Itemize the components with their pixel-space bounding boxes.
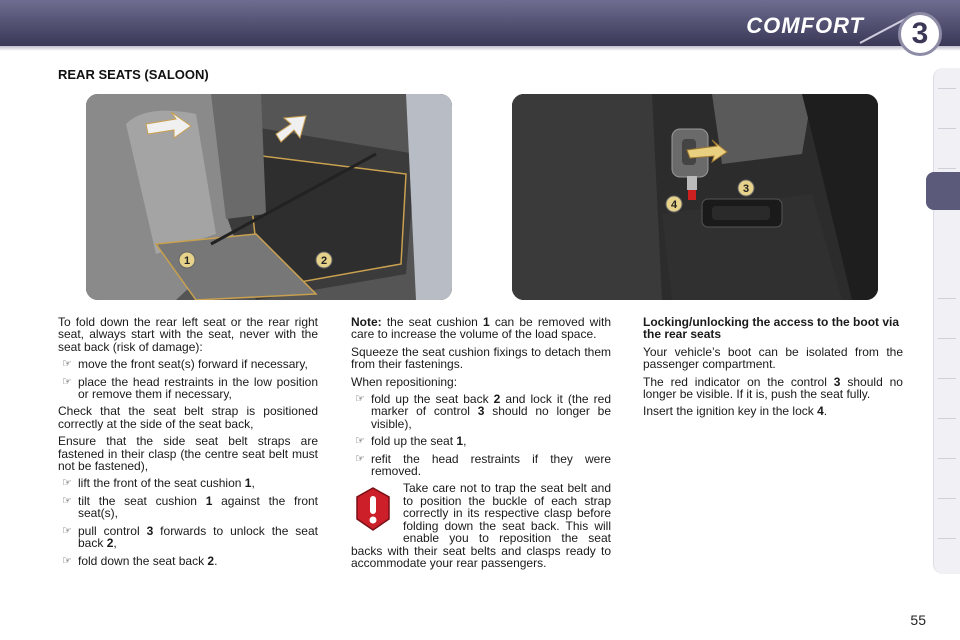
- warning-text: Take care not to trap the seat belt and to position the buckle of each strap correctly in its respective clasp before folding down the seat back. This will enable you to reposition the seat backs with their seat belts and clasps ready to accommodate your rear passengers.: [351, 481, 611, 570]
- isolate-paragraph: Your vehicle’s boot can be isolated from the passenger compartment.: [643, 344, 903, 372]
- chapter-tab[interactable]: [938, 418, 956, 419]
- rear-seat-photo: [86, 94, 452, 300]
- list-item: ☞ fold down the seat back 2.: [62, 553, 218, 568]
- warning-icon: [353, 486, 393, 532]
- pointer-icon: ☞: [62, 554, 72, 567]
- chapter-tabs: [933, 68, 960, 574]
- list-item: ☞ place the head restraints in the low position or remove them if necessary,: [62, 374, 318, 402]
- header-shadow: [0, 46, 960, 51]
- pointer-icon: ☞: [62, 494, 72, 507]
- column-boot-access: [643, 316, 903, 423]
- rear-seat-illustration: [86, 94, 452, 300]
- marker-3: 3: [742, 183, 750, 195]
- list-item: ☞ fold up the seat 1,: [355, 434, 467, 449]
- page-number: 55: [910, 612, 926, 628]
- chapter-tab[interactable]: [938, 458, 956, 459]
- list-item: ☞ tilt the seat cushion 1 against the front seat(s),: [62, 493, 319, 521]
- chapter-tab[interactable]: [938, 298, 956, 299]
- note-paragraph: Note: the seat cushion 1 can be removed with care to increase the volume of the load space.: [351, 315, 612, 342]
- chapter-tab[interactable]: [938, 168, 956, 169]
- boot-lock-illustration: [512, 94, 878, 300]
- pointer-icon: ☞: [355, 393, 365, 406]
- list-item: ☞ fold up the seat back 2 and lock it (the red marker of control 3 should no longer be visible),: [355, 392, 611, 431]
- chapter-tab-active[interactable]: [926, 172, 960, 210]
- pointer-icon: ☞: [62, 375, 72, 388]
- page-heading: REAR SEATS (SALOON): [58, 67, 209, 82]
- list-item: ☞ lift the front of the seat cushion 1,: [62, 476, 255, 491]
- marker-1: 1: [183, 255, 191, 267]
- when-paragraph: When repositioning:: [351, 374, 458, 389]
- pointer-icon: ☞: [62, 477, 72, 490]
- intro-paragraph: To fold down the rear left seat or the rear right seat, always start with the seat, never with the seat back (risk of damage):: [58, 315, 318, 354]
- pointer-icon: ☞: [355, 435, 365, 448]
- marker-2: 2: [320, 255, 328, 267]
- marker-4: 4: [670, 199, 678, 211]
- list-item: ☞ move the front seat(s) forward if necessary,: [62, 357, 308, 372]
- chapter-tab[interactable]: [938, 378, 956, 379]
- chapter-badge: 3: [898, 12, 942, 56]
- indicator-paragraph: The red indicator on the control 3 should no longer be visible. If it is, push the seat fully.: [643, 374, 903, 402]
- boot-access-heading: Locking/unlocking the access to the boot via the rear seats: [643, 315, 900, 342]
- belt-paragraph: Check that the seat belt strap is positioned correctly at the side of the seat back,: [58, 404, 318, 431]
- pointer-icon: ☞: [62, 524, 72, 537]
- ensure-paragraph: Ensure that the side seat belt straps are fastened in their clasp (the centre seat belt must not be fastened),: [58, 434, 318, 474]
- warning-box: [351, 482, 611, 569]
- column-note: [351, 316, 611, 569]
- list-item: ☞ pull control 3 forwards to unlock the seat back 2,: [62, 523, 318, 551]
- chapter-tab[interactable]: [938, 538, 956, 539]
- section-title: COMFORT: [746, 13, 864, 38]
- list-item: ☞ refit the head restraints if they were removed.: [355, 451, 611, 479]
- chapter-tab[interactable]: [938, 338, 956, 339]
- chapter-tab[interactable]: [938, 128, 956, 129]
- chapter-tab[interactable]: [938, 498, 956, 499]
- boot-lock-photo: [512, 94, 878, 300]
- pointer-icon: ☞: [62, 358, 72, 371]
- pointer-icon: ☞: [355, 452, 365, 465]
- chapter-tab[interactable]: [938, 88, 956, 89]
- key-paragraph: Insert the ignition key in the lock 4.: [643, 404, 828, 419]
- squeeze-paragraph: Squeeze the seat cushion fixings to detach them from their fastenings.: [351, 344, 611, 372]
- column-folding: [58, 316, 318, 572]
